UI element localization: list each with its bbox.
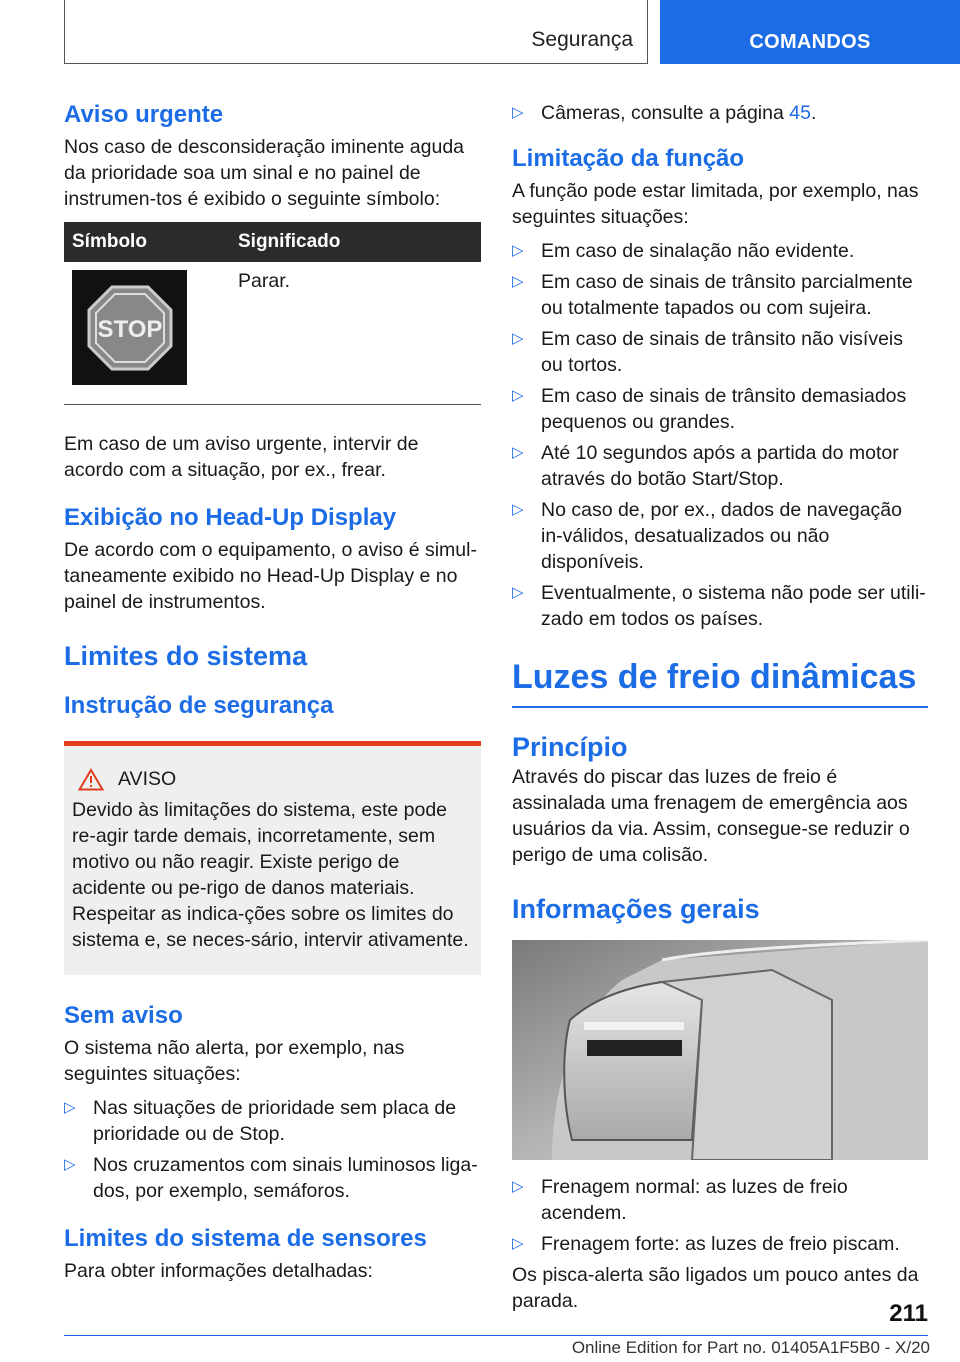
triangle-right-icon: ▷ (64, 1099, 76, 1116)
list-item: ▷ Em caso de sinais de trânsito demasiados pequenos ou grandes. (512, 385, 907, 433)
triangle-right-icon: ▷ (512, 584, 524, 601)
header-tab-comandos[interactable]: COMANDOS (660, 0, 960, 64)
cameras-page-link[interactable]: 45 (789, 102, 811, 124)
left-column (64, 100, 481, 1284)
sem-aviso-heading: Sem aviso (64, 1002, 183, 1029)
right-column (512, 100, 928, 1314)
symbol-table (64, 222, 481, 405)
triangle-right-icon: ▷ (64, 1156, 76, 1173)
symbol-column-header: Símbolo (64, 222, 230, 262)
luzes-heading: Luzes de freio dinâmicas (512, 656, 928, 708)
triangle-right-icon: ▷ (512, 444, 524, 461)
warning-label: AVISO (118, 768, 177, 790)
warning-body: Devido às limitações do sistema, este pode re‐agir tarde demais, incorretamente, sem motivo ou não reagir. Existe perigo de acidente ou pe‐rigo de danos materiais. Respeitar as indica‐ções sobre os limites do sistema e, se neces‐sário, intervir ativamente. (72, 799, 469, 951)
list-item: ▷ Câmeras, consulte a página 45. (512, 102, 817, 124)
triangle-right-icon: ▷ (512, 104, 524, 121)
symbol-table-header (64, 222, 481, 262)
footer-divider (64, 1335, 928, 1336)
header-section-title: Segurança (531, 28, 633, 51)
list-item: ▷ Frenagem forte: as luzes de freio piscam. (512, 1233, 900, 1255)
principio-body: Através do piscar das luzes de freio é assinalada uma frenagem de emergência aos usuários da via. Assim, consegue-se reduzir o perigo de uma colisão. (512, 766, 910, 866)
limites-heading: Limites do sistema (64, 641, 308, 671)
informacoes-heading: Informações gerais (512, 894, 760, 924)
stop-sign-text: STOP (97, 315, 162, 343)
list-item: ▷ Nas situações de prioridade sem placa de prioridade ou de Stop. (64, 1097, 457, 1145)
after-table-text: Em caso de um aviso urgente, intervir de acordo com a situação, por ex., frear. (64, 433, 419, 481)
list-item: ▷ No caso de, por ex., dados de navegação in‐válidos, desatualizados ou não disponíveis. (512, 499, 902, 573)
list-item: ▷ Em caso de sinais de trânsito não visíveis ou tortos. (512, 328, 904, 376)
brake-list (512, 1174, 928, 1257)
principio-heading: Princípio (512, 732, 628, 762)
list-item: ▷ Eventualmente, o sistema não pode ser utili‐zado em todos os países. (512, 582, 926, 630)
hud-heading: Exibição no Head-Up Display (64, 504, 397, 531)
list-item: ▷ Frenagem normal: as luzes de freio acendem. (512, 1176, 848, 1224)
triangle-right-icon: ▷ (512, 273, 524, 290)
sem-aviso-list (64, 1095, 481, 1204)
meaning-cell: Parar. (230, 262, 481, 405)
triangle-right-icon: ▷ (512, 1178, 524, 1195)
aviso-urgente-body: Nos caso de desconsideração iminente aguda da prioridade soa um sinal e no painel de instrumen‐tos é exibido o seguinte símbolo: (64, 136, 465, 210)
sensores-body: Para obter informações detalhadas: (64, 1260, 373, 1282)
cameras-list (512, 100, 928, 126)
list-item: ▷ Em caso de sinais de trânsito parcialmente ou totalmente tapados ou com sujeira. (512, 271, 913, 319)
closing-text: Os pisca-alerta são ligados um pouco antes da parada. (512, 1264, 919, 1312)
table-row (64, 262, 481, 405)
triangle-right-icon: ▷ (512, 1235, 524, 1252)
warning-triangle-icon (78, 768, 104, 791)
warning-box (64, 741, 481, 975)
triangle-right-icon: ▷ (512, 501, 524, 518)
symbol-cell (64, 262, 230, 405)
triangle-right-icon: ▷ (512, 242, 524, 259)
limitacao-list (512, 238, 928, 632)
triangle-right-icon: ▷ (512, 330, 524, 347)
header-box (64, 0, 648, 64)
list-item: ▷ Em caso de sinalação não evidente. (512, 240, 855, 262)
sem-aviso-body: O sistema não alerta, por exemplo, nas seguintes situações: (64, 1037, 405, 1085)
stop-sign-icon (72, 270, 187, 385)
limitacao-body: A função pode estar limitada, por exemplo, nas seguintes situações: (512, 180, 919, 228)
triangle-right-icon: ▷ (512, 387, 524, 404)
limitacao-heading: Limitação da função (512, 145, 745, 172)
brake-light-photo (512, 940, 928, 1160)
hud-body: De acordo com o equipamento, o aviso é simul‐taneamente exibido no Head-Up Display e no painel de instrumentos. (64, 539, 477, 613)
list-item: ▷ Até 10 segundos após a partida do motor através do botão Start/Stop. (512, 442, 899, 490)
aviso-urgente-heading: Aviso urgente (64, 101, 224, 128)
footer-edition: Online Edition for Part no. 01405A1F5B0 - X/20 (571, 1338, 930, 1357)
meaning-column-header: Significado (230, 222, 481, 262)
warning-title (72, 768, 469, 791)
sensores-heading: Limites do sistema de sensores (64, 1225, 427, 1252)
list-item: ▷ Nos cruzamentos com sinais luminosos liga‐dos, por exemplo, semáforos. (64, 1154, 478, 1202)
page-number: 211 (889, 1300, 928, 1327)
instrucao-heading: Instrução de segurança (64, 692, 334, 719)
